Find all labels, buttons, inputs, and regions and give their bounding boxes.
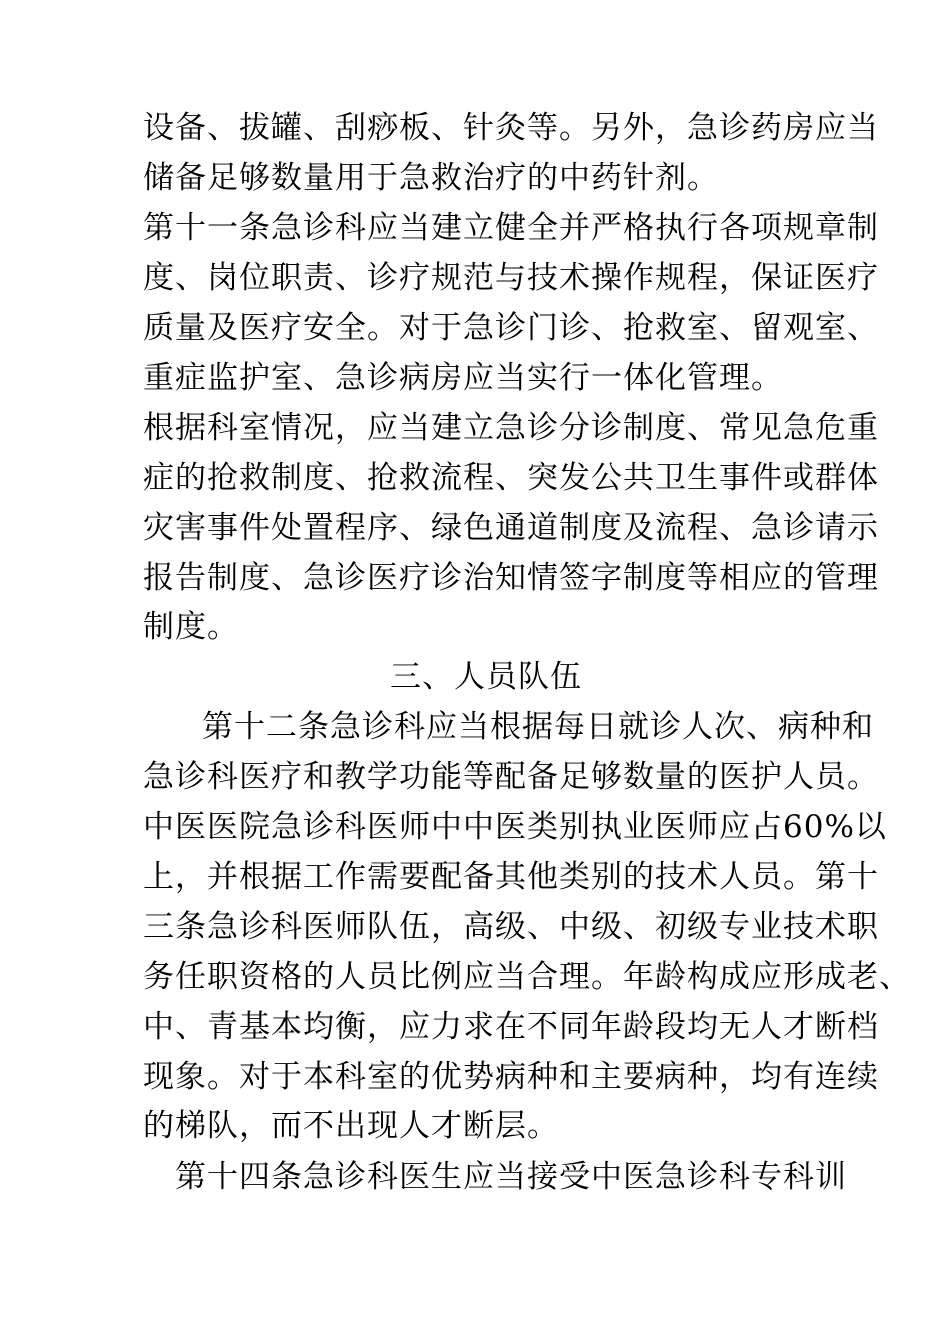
text-line: 上，并根据工作需要配备其他类别的技术人员。第十 [143, 859, 879, 895]
text-line: 重症监护室、急诊病房应当实行一体化管理。 [143, 360, 783, 396]
text-line: 质量及医疗安全。对于急诊门诊、抢救室、留观室、 [143, 310, 879, 346]
text-line: 中医医院急诊科医师中中医类别执业医师应占60%以 [143, 809, 887, 845]
text-line: 第十一条急诊科应当建立健全并严格执行各项规章制 [143, 210, 879, 246]
text-line: 务任职资格的人员比例应当合理。年龄构成应形成老、 [143, 959, 911, 995]
text-line: 设备、拔罐、刮痧板、针灸等。另外，急诊药房应当 [143, 110, 879, 146]
text-line: 储备足够数量用于急救治疗的中药针剂。 [143, 160, 719, 196]
text-line: 第十二条急诊科应当根据每日就诊人次、病种和 [202, 709, 874, 745]
text-line: 中、青基本均衡，应力求在不同年龄段均无人才断档 [143, 1009, 879, 1045]
text-line: 三条急诊科医师队伍，高级、中级、初级专业技术职 [143, 909, 879, 945]
text-line: 根据科室情况，应当建立急诊分诊制度、常见急危重 [143, 410, 879, 446]
text-line: 度、岗位职责、诊疗规范与技术操作规程，保证医疗 [143, 260, 879, 296]
text-line: 现象。对于本科室的优势病种和主要病种，均有连续 [143, 1059, 879, 1095]
text-line: 第十四条急诊科医生应当接受中医急诊科专科训 [175, 1159, 847, 1195]
text-line: 报告制度、急诊医疗诊治知情签字制度等相应的管理 [143, 560, 879, 596]
text-line: 症的抢救制度、抢救流程、突发公共卫生事件或群体 [143, 460, 879, 496]
text-line: 制度。 [143, 609, 239, 645]
text-line: 灾害事件处置程序、绿色通道制度及流程、急诊请示 [143, 510, 879, 546]
text-line: 急诊科医疗和教学功能等配备足够数量的医护人员。 [143, 759, 879, 795]
text-line: 的梯队，而不出现人才断层。 [143, 1108, 559, 1144]
section-heading: 三、人员队伍 [390, 659, 582, 695]
